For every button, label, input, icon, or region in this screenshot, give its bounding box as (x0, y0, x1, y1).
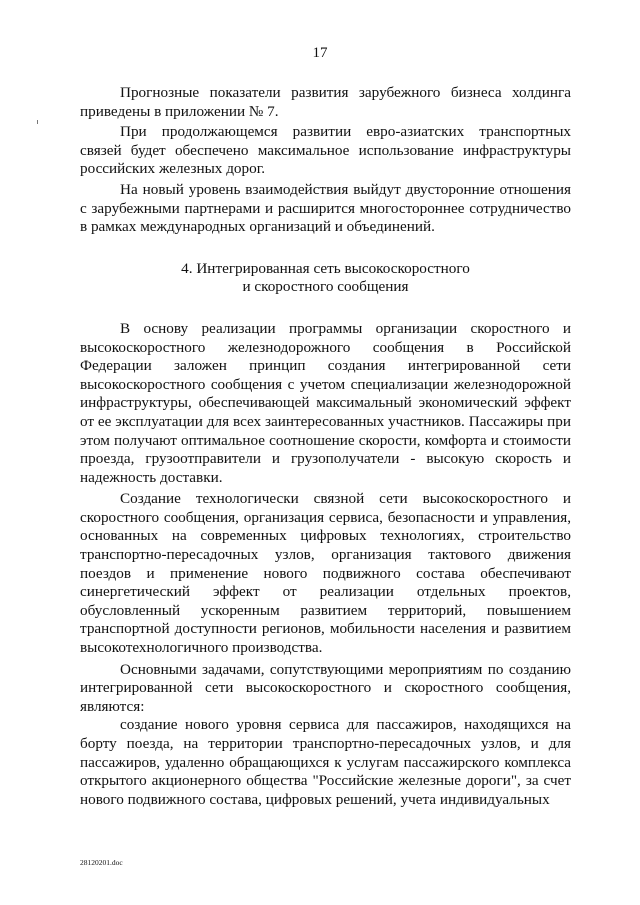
paragraph-service-level: создание нового уровня сервиса для пассажиров, находящихся на борту поезда, на территории транспортно-пересадочных узлов, и для пассажиров, удаленно обращающихся к услугам пассажирского комплекса открытого акционерного общества "Российские железные дороги", за счет нового подвижного состава, цифровых решений, учета индивидуальных (80, 716, 571, 808)
document-file-code: 28120201.doc (80, 858, 123, 867)
section-heading-line-1: 4. Интегрированная сеть высокоскоростного (181, 259, 470, 277)
paragraph-network-creation: Создание технологически связной сети высокоскоростного и скоростного сообщения, организация сервиса, безопасности и управления, основанных на современных цифровых технологиях, строительство транспортно-пересадочных узлов, организация тактового движения поездов и применение нового подвижного состава обеспечивают синергетический эффект от реализации отдельных проектов, обусловленный ускоренным развитием территорий, повышением транспортной доступности регионов, мобильности населения и развитием высокотехнологичного производства. (80, 490, 571, 657)
section-heading-line-2: и скоростного сообщения (242, 278, 409, 296)
page-content (80, 84, 571, 809)
page-number: 17 (312, 45, 328, 61)
paragraph-foreign-business: Прогнозные показатели развития зарубежного бизнеса холдинга приведены в приложении № 7. (80, 84, 571, 120)
section-heading (80, 260, 571, 297)
paragraph-euro-asian-links: При продолжающемся развитии евро-азиатских транспортных связей будет обеспечено максимальное использование инфраструктуры российских железных дорог. (80, 123, 571, 178)
paragraph-international-cooperation: На новый уровень взаимодействия выйдут двусторонние отношения с зарубежными партнерами и расширится многостороннее сотрудничество в рамках международных организаций и объединений. (80, 180, 571, 236)
margin-mark (37, 120, 38, 124)
paragraph-main-tasks: Основными задачами, сопутствующими мероприятиям по созданию интегрированной сети высокоскоростного и скоростного сообщения, являются: (80, 660, 571, 715)
paragraph-network-principle: В основу реализации программы организации скоростного и высокоскоростного железнодорожного сообщения в Российской Федерации заложен принцип создания интегрированной сети высокоскоростного сообщения с учетом специализации железнодорожной инфраструктуры, обеспечивающей максимальный экономический эффект от ее эксплуатации для всех заинтересованных участников. Пассажиры при этом получают оптимальное соотношение скорости, комфорта и стоимости проезда, грузоотправители и грузополучатели - высокую скорость и надежность доставки. (80, 319, 571, 486)
